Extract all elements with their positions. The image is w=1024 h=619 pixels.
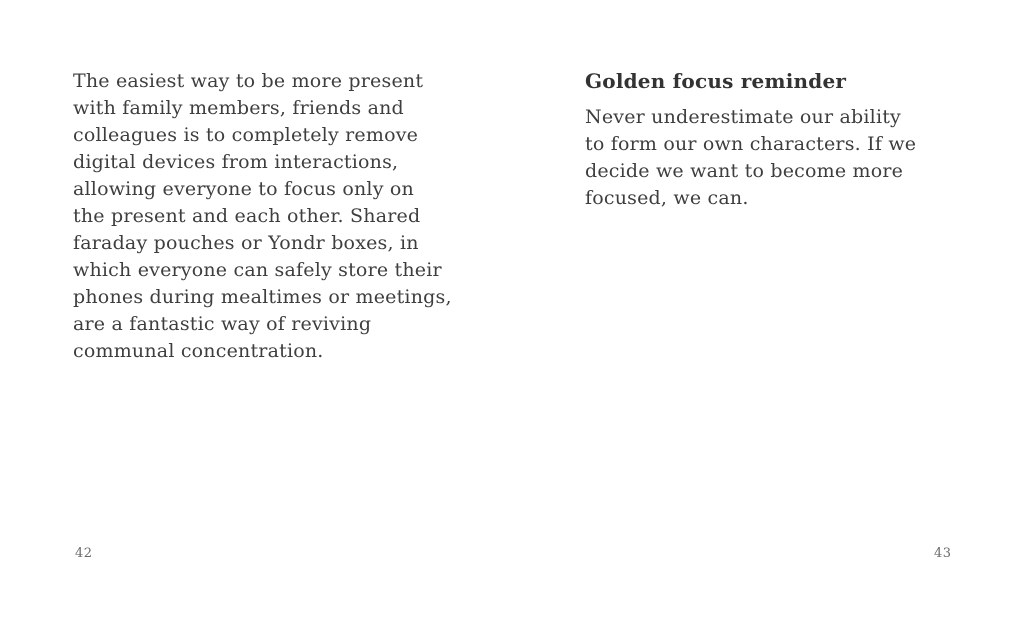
page-number-left: 42 [75,546,93,561]
text-line: Never underestimate our ability [585,106,901,128]
text-line: to form our own characters. If we [585,133,917,155]
text-line: with family members, friends and [73,97,404,119]
text-line: digital devices from interactions, [73,151,399,173]
text-line: colleagues is to completely remove [73,124,419,146]
text-line: are a fantastic way of reviving [73,313,372,335]
page-number-right: 43 [934,546,952,561]
text-line: faraday pouches or Yondr boxes, in [73,232,419,254]
text-line: allowing everyone to focus only on [73,178,414,200]
text-line: communal concentration. [73,340,324,362]
text-line: the present and each other. Shared [73,205,421,227]
text-line: decide we want to become more [585,160,904,182]
section-heading: Golden focus reminder [585,69,847,93]
right-page-paragraph [585,104,916,212]
text-line: phones during mealtimes or meetings, [73,286,452,308]
text-line: focused, we can. [585,187,749,209]
text-line: which everyone can safely store their [73,259,442,281]
left-page-paragraph [73,68,452,365]
text-line: The easiest way to be more present [73,70,424,92]
